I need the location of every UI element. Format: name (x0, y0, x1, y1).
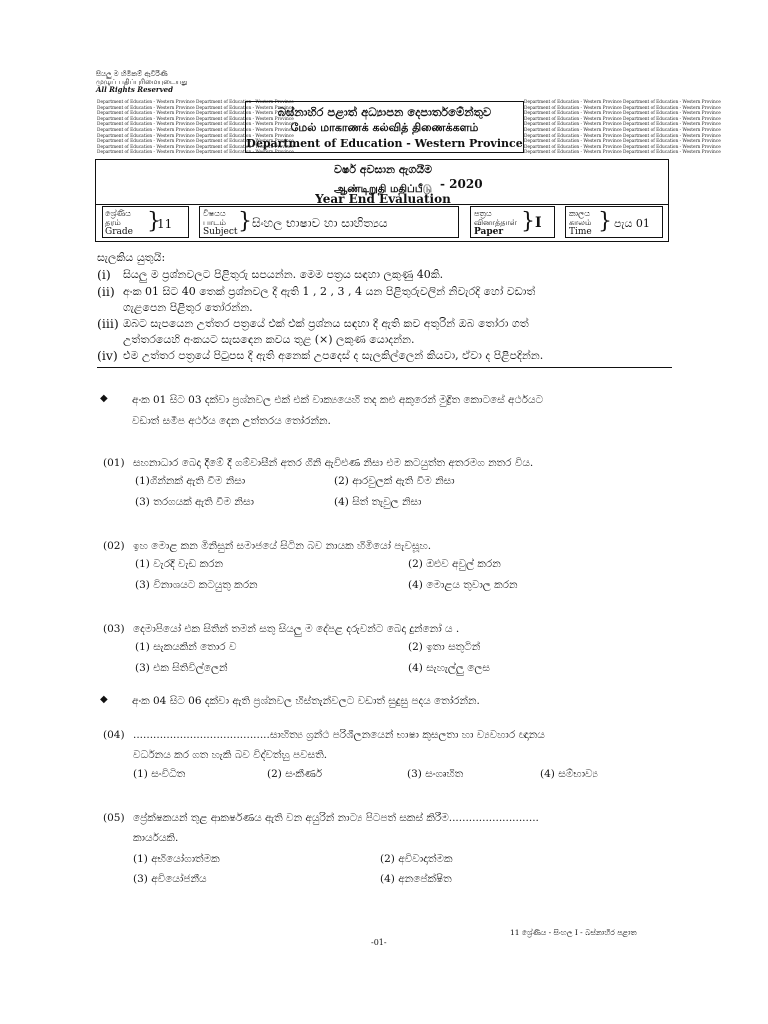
section-2-line-1: අංක 04 සිට 06 දක්වා ඇති ප්‍රශ්නවල හිස්තැන්වලට වඩාත් සුදුසු පදය තෝරන්න. (132, 695, 480, 707)
option-4[interactable]: (4) මොළය තුවාල කරන (408, 579, 518, 591)
dept-english: Department of Education - Western Province (246, 137, 523, 150)
watermark-line: Department of Education - Western Province Department of Education - Western Province (524, 122, 721, 128)
watermark-line: Department of Education - Western Province Department of Education - Western Province (524, 139, 721, 145)
option-1[interactable]: (1) සැකයකින් තොර ව (135, 641, 237, 653)
subject-label-en: Subject (203, 227, 238, 237)
instructions-divider (97, 367, 672, 368)
option-2[interactable]: (2) ඔළුව අවුල් කරන (408, 558, 501, 570)
watermark-line: Department of Education - Western Province Department of Education - Western Province (97, 127, 294, 133)
option-2[interactable]: (2) ආරවුලක් ඇති වීම නිසා (334, 475, 455, 487)
paper-brace: } (521, 209, 535, 234)
instruction-item (97, 267, 672, 284)
option-3[interactable]: (3) අවියෝජනීය (133, 873, 207, 885)
instruction-item (97, 348, 672, 365)
time-box (565, 206, 663, 238)
grade-label-si: ශ්‍රේණිය (105, 209, 131, 218)
question-text: දෙමාපියෝ එක සිතින් තමන් සතු සියලු ම දේපළ දරුවන්ට බෙදා දුන්නෝ ය . (133, 623, 460, 635)
watermark-line: Department of Education - Western Province Department of Education - Western Province (524, 127, 721, 133)
subject-label-si: විෂයය (203, 209, 226, 218)
subject-labels (203, 209, 238, 237)
paper-label-si: පත්‍රය (474, 209, 492, 218)
instruction-text: ඔබට සැපයෙන උත්තර පත්‍රයේ එක් එක් ප්‍රශ්නය සඳහා දී ඇති කව අතුරින් ඔබ තෝරා ගත් (123, 317, 529, 330)
exam-title-tamil-row (96, 177, 670, 195)
question-number: (04) (103, 729, 125, 741)
paper-value: I (535, 215, 542, 231)
watermark-right (524, 100, 721, 158)
option-4[interactable]: (4) සම්භාව්‍ය (540, 768, 598, 780)
time-labels (569, 209, 592, 237)
instruction-number: (i) (97, 267, 111, 282)
option-4[interactable]: (4) සිත් තැවුල නිසා (334, 496, 422, 508)
paper-box (470, 206, 555, 238)
option-1[interactable]: (1) සංවිධිත (133, 768, 186, 780)
question-text-cont: කාර්යයකි. (133, 832, 179, 844)
option-3[interactable]: (3) විනාශයට කටයුතු කරන (135, 579, 258, 591)
time-label-si: කාලය (569, 209, 590, 218)
instruction-number: (iii) (97, 316, 119, 331)
option-3[interactable]: (3) එක සිතිවිල්ලෙන් (135, 662, 228, 674)
grade-labels (105, 209, 133, 237)
grade-box (102, 206, 189, 238)
watermark-line: Department of Education - Western Province Department of Education - Western Province (97, 122, 294, 128)
exam-title-sinhala: වර්ෂ අවසාන ඇගයීම (333, 163, 433, 176)
watermark-line: Department of Education - Western Province Department of Education - Western Province (524, 150, 721, 156)
watermark-line: Department of Education - Western Province Department of Education - Western Province (97, 150, 294, 156)
instruction-text-cont: උත්තරයෙහි අංකයට සැසඳෙන කවය තුළ (×) ලකුණ යොදන්න. (123, 333, 415, 346)
question-number: (02) (103, 540, 125, 552)
instruction-text: එම උත්තර පත්‍රයේ පිටුපස දී ඇති අනෙක් උපදෙස් ද සැලකිල්ලෙන් කියවා, ඒවා ද පිළිපදින්න. (123, 349, 544, 362)
copyright-block (96, 70, 188, 94)
option-1[interactable]: (1) අභියෝගාත්මක (133, 853, 220, 865)
subject-box (199, 206, 459, 238)
instruction-number: (ii) (97, 284, 115, 299)
grade-value: 11 (157, 217, 173, 231)
paper-labels (474, 209, 517, 237)
subject-label-ta: பாடம் (203, 218, 226, 227)
grade-label-en: Grade (105, 227, 133, 237)
option-3[interactable]: (3) තරගයක් ඇති වීම නිසා (135, 496, 254, 508)
option-2[interactable]: (2) අවිවාදාත්මක (380, 853, 453, 865)
watermark-line: Department of Education - Western Province Department of Education - Western Province (97, 133, 294, 139)
question-text: ඉහ මොළ කන මිනිසුන් සමාජයේ සිටින බව නායක හිමියෝ පැවසූහ. (133, 540, 432, 552)
option-1[interactable]: (1)ගින්නක් ඇති වීම නිසා (135, 475, 246, 487)
diamond-bullet-icon: ◆ (100, 393, 108, 404)
section-1-line-1: අංක 01 සිට 03 දක්වා ප්‍රශ්නවල එක් එක් වාක්‍යයෙහි තද කළු අකුරෙන් මුද්‍රිත කොටසේ අර්ථයට (132, 394, 544, 406)
watermark-line: Department of Education - Western Province Department of Education - Western Province (97, 116, 294, 122)
subject-value: සිංහල භාෂාව හා සාහිත්‍යය (252, 216, 388, 230)
watermark-line: Department of Education - Western Province Department of Education - Western Province (524, 133, 721, 139)
watermark-line: Department of Education - Western Province Department of Education - Western Province (524, 144, 721, 150)
copyright-sinhala: සියලු ම හිමිකම් ඇවිරිණි (96, 70, 168, 78)
watermark-line: Department of Education - Western Province Department of Education - Western Province (97, 139, 294, 145)
option-1[interactable]: (1) වැරදි වැඩ කරන (135, 558, 224, 570)
watermark-line: Department of Education - Western Province Department of Education - Western Province (524, 100, 721, 105)
paper-label-en: Paper (474, 227, 504, 237)
option-4[interactable]: (4) සැහැල්ලු ලෙස (408, 662, 490, 674)
watermark-line: Department of Education - Western Province Department of Education - Western Province (97, 105, 294, 111)
option-4[interactable]: (4) අනපේක්ෂිත (380, 873, 452, 885)
watermark-left (97, 100, 294, 158)
watermark-line: Department of Education - Western Province Department of Education - Western Province (97, 144, 294, 150)
section-1-line-2: වඩාත් සමීප අර්ථය දෙන උත්තරය තෝරන්න. (132, 415, 331, 427)
watermark-line: Department of Education - Western Province Department of Education - Western Province (97, 111, 294, 117)
question-text: .........................................සාහිත්‍ය ග්‍රන්ථ පරිශීලනයෙන් භාෂා කුසලතා හා ව්‍යවහාර ඥානය (133, 729, 545, 741)
question-text: සහනාධාර බෙදා දීමේ දී ගම්වාසීන් අතර ගිනි ඇවිළුණ නිසා එම කටයුත්ත අතරමග නතර විය. (133, 457, 534, 469)
copyright-tamil: முழுப் பதிப்புரிமையுடையது (96, 78, 188, 86)
exam-year: - 2020 (440, 177, 483, 191)
instruction-item (97, 316, 672, 348)
instruction-text: අංක 01 සිට 40 තෙක් ප්‍රශ්නවල දී ඇති 1 , 2 , 3 , 4 යන පිළිතුරුවලින් නිවැරදි හෝ වඩාත් (123, 285, 536, 298)
exam-title-block (96, 163, 670, 206)
instruction-item (97, 284, 672, 316)
time-value: පැය 01 (614, 217, 650, 230)
subject-brace: } (238, 209, 252, 234)
instruction-number: (iv) (97, 348, 118, 363)
diamond-bullet-icon: ◆ (100, 694, 108, 705)
option-3[interactable]: (3) සංගෘහිත (407, 768, 464, 780)
question-text: ප්‍රේක්ෂකයන් තුළ ආකර්ෂණය ඇති වන අයුරින් නාට්‍ය පිටපත් සකස් කිරීම........................... (133, 812, 539, 824)
footer-right: 11 ශ්‍රේණිය - සිංහල I - බස්නාහිර පළාත (510, 928, 637, 937)
grade-label-ta: தரம் (105, 218, 121, 227)
watermark-line: Department of Education - Western Province Department of Education - Western Province (524, 111, 721, 117)
time-label-en: Time (569, 227, 592, 237)
exam-title-tamil: ஆண்டிறுதி மதிப்பீடு (333, 183, 433, 195)
exam-title-english: Year End Evaluation (315, 192, 451, 206)
watermark-line: Department of Education - Western Province Department of Education - Western Province (524, 105, 721, 111)
time-label-ta: காலம் (569, 218, 592, 227)
time-brace: } (598, 209, 612, 234)
dept-tamil: மேல் மாகாணக் கல்வித் திணைக்களம் (290, 121, 479, 134)
question-number: (05) (103, 812, 125, 824)
instructions (97, 251, 672, 368)
department-box (245, 101, 524, 153)
option-2[interactable]: (2) සංකීර්ණ (267, 768, 323, 780)
question-text-cont: වර්ධනය කර ගත හැකි බව විද්වත්හු පවසති. (133, 749, 328, 761)
grade-brace: } (147, 209, 161, 234)
paper-label-ta: வினாத்தாள் (474, 218, 517, 227)
watermark-line: Department of Education - Western Province Department of Education - Western Province (524, 116, 721, 122)
instruction-text-cont: ගැළපෙන පිළිතුර තෝරන්න. (123, 301, 253, 314)
option-2[interactable]: (2) ඉතා සතුටින් (408, 641, 481, 653)
header-divider (96, 204, 668, 205)
instructions-heading: සැලකිය යුතුයි: (97, 251, 166, 264)
instruction-text: සියලු ම ප්‍රශ්නවලට පිළිතුරු සපයන්න. මෙම පත්‍රය සඳහා ලකුණු 40කි. (123, 268, 444, 281)
copyright-english: All Rights Reserved (96, 85, 174, 94)
question-number: (01) (103, 457, 125, 469)
page-number: -01- (371, 938, 387, 947)
watermark-line: Department of Education - Western Province Department of Education - Western Province (97, 100, 294, 105)
question-number: (03) (103, 623, 125, 635)
dept-sinhala: බස්නාහිර පළාත් අධ්‍යාපන දෙපාර්තමේන්තුව (277, 105, 492, 119)
